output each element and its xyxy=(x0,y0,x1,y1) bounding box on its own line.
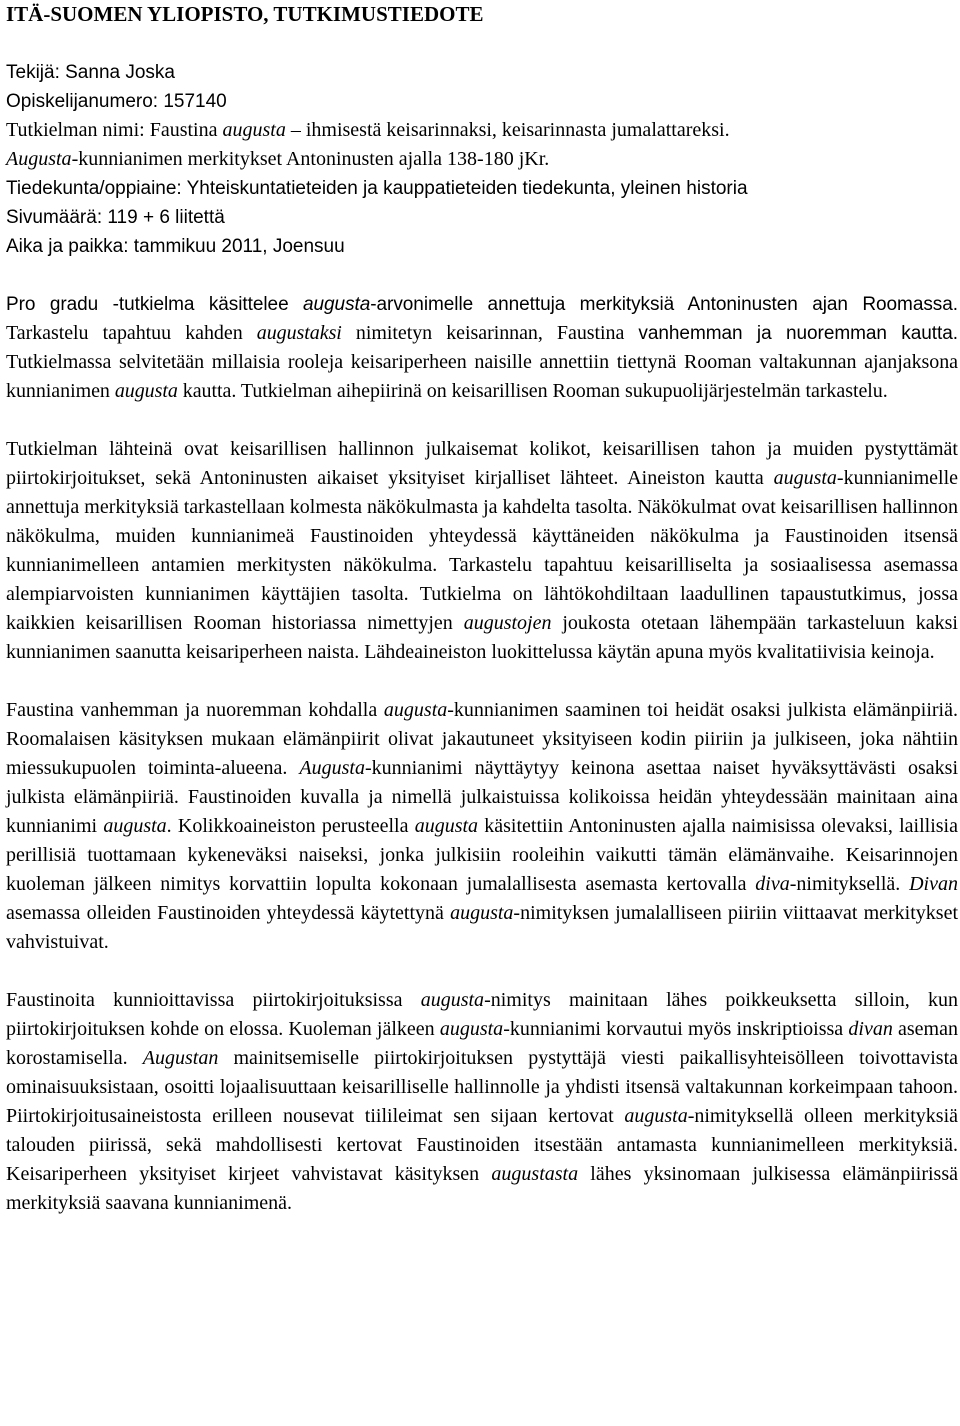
page-count-line: Sivumäärä: 119 + 6 liitettä xyxy=(6,207,225,228)
text-run: -kunnianimelle annettuja merkityksiä tarkastellaan kolmesta näkökulmasta ja kahdelta tasolta. Näkökulmat ovat keisarillisen hallinnon näkökulma, muiden kunnianimeä Faustinoiden yhteydessä käyttäneiden näkökulma ja Faustinoiden itsensä kunnianimelleen antamien merkitysten näkökulma. Tarkastelu tapahtuu keisarilliselta ja sosiaalisessa asemassa alempiarvoisten kunnianimen käyttäjien tasolta. Tutkielma on lähtökohdiltaan laadullinen tapaustutkimus, jossa kaikkien keisarillisen Rooman historiassa nimettyjen xyxy=(6,467,958,634)
text-run: asemassa olleiden Faustinoiden yhteydessä käytettynä xyxy=(6,902,451,924)
italic-term: augustasta xyxy=(491,1163,579,1185)
italic-term: Augustan xyxy=(142,1047,219,1069)
italic-term: augusta xyxy=(303,294,371,315)
text-run: vanhemman ja nuoremman kautta. xyxy=(638,323,958,344)
italic-term: augustojen xyxy=(463,612,552,634)
italic-term: augusta xyxy=(383,699,448,721)
text-run: mainitsemiselle piirtokirjoituksen pystyttäjä viesti paikallisyhteisölleen toivottavista ominaisuuksistaan, osoitti lojaalisuuttaan keisarilliselle hallinnolle ja yhdisti itsensä valtakunnan korkeimpaan tahoon. Piirtokirjoitusaineistosta erilleen nousevat tiilileimat sen sijaan kertovat xyxy=(6,1047,959,1127)
italic-term: divan xyxy=(848,1018,893,1040)
italic-term: augusta xyxy=(439,1018,504,1040)
text-run: -kunnianimen saaminen toi heidät osaksi julkista elämänpiiriä. Roomalaisen käsityksen mukaan elämänpiirit olivat jakautuneet yksityiseen kodin piiriin ja julkiseen, joka nähtiin miessukupuolen toiminta-alueena. xyxy=(6,699,958,779)
text-run: -kunnianimi korvautui myös inskriptioissa xyxy=(503,1018,849,1040)
text-run: -kunnianimi näyttäytyy keinona asettaa naiset hyväksyttävästi osaksi julkista elämänpiiriä. Faustinoiden kuvalla ja nimellä julkaistuissa kolikoissa heidän yhteydessään mainitaan aina kunnianimi xyxy=(6,757,959,837)
abstract-paragraph xyxy=(6,986,958,1218)
text-run: Tutkielmassa selvitetään millaisia rooleja keisariperheen naisille annettiin tiettynä Rooman valtakunnan ajanjaksona kunnianimen xyxy=(6,351,958,402)
text-run: joukosta otetaan lähempään tarkasteluun kaksi kunnianimen saanutta keisariperheen naista. Lähdeaineiston luokittelussa käytän apuna myös kvalitatiivisia keinoja. xyxy=(6,612,958,663)
abstract-paragraph xyxy=(6,696,958,957)
abstract-paragraph xyxy=(6,290,958,406)
text-run: Faustina vanhemman ja nuoremman kohdalla xyxy=(6,699,384,721)
italic-term: augusta xyxy=(222,119,286,141)
time-place-line: Aika ja paikka: tammikuu 2011, Joensuu xyxy=(6,236,345,257)
student-number-line: Opiskelijanumero: 157140 xyxy=(6,91,227,112)
text-run: Pro gradu -tutkielma käsittelee xyxy=(6,294,303,315)
italic-term: Augusta xyxy=(6,148,72,170)
text-run: -kunnianimen merkitykset Antoninusten ajalla 138-180 jKr. xyxy=(71,148,550,170)
italic-term: augusta xyxy=(420,989,485,1011)
text-run: -nimityksellä olleen merkityksiä talouden piirissä, sekä mahdollisesti kertovat Faustinoiden itsestään antamasta kunnianimelleen merkityksiä. Keisariperheen yksityiset kirjeet vahvistavat käsityksen xyxy=(6,1105,959,1185)
text-run: Tutkielman nimi: Faustina xyxy=(6,119,223,141)
italic-term: Augusta xyxy=(299,757,365,779)
text-run: Tarkastelu tapahtuu kahden xyxy=(6,322,257,344)
text-run: nimitetyn keisarinnan, Faustina xyxy=(341,322,639,344)
italic-term: diva xyxy=(755,873,790,895)
text-run: -nimityksellä. xyxy=(789,873,910,895)
thesis-info xyxy=(6,58,958,261)
italic-term: augusta xyxy=(624,1105,688,1127)
abstract-body xyxy=(6,290,958,1218)
text-run: Tutkielman lähteinä ovat keisarillisen hallinnon julkaisemat kolikot, keisarillisen tahon ja muiden pystyttämät piirtokirjoitukset, sekä Antoninusten aikaiset yksityiset kirjalliset lähteet. Aineiston kautta xyxy=(6,438,958,489)
author-line: Tekijä: Sanna Joska xyxy=(6,62,175,83)
italic-term: augusta xyxy=(773,467,837,489)
text-run: -nimitys mainitaan lähes poikkeuksetta silloin, kun piirtokirjoituksen kohde on elossa. Kuoleman jälkeen xyxy=(6,989,958,1040)
document-title: ITÄ-SUOMEN YLIOPISTO, TUTKIMUSTIEDOTE xyxy=(6,2,484,26)
italic-term: Divan xyxy=(909,873,958,895)
text-run: . Kolikkoaineiston perusteella xyxy=(166,815,415,837)
italic-term: augusta xyxy=(114,380,178,402)
text-run: -nimityksen jumalalliseen piiriin viittaavat merkitykset vahvistuivat. xyxy=(6,902,958,953)
italic-term: augusta xyxy=(103,815,167,837)
text-run: – ihmisestä keisarinnaksi, keisarinnasta jumalattareksi. xyxy=(285,119,730,141)
text-run: -arvonimelle annettuja merkityksiä Antoninusten ajan Roomassa. xyxy=(370,294,958,315)
thesis-title-line xyxy=(6,116,958,145)
italic-term: augusta xyxy=(414,815,479,837)
abstract-paragraph xyxy=(6,435,958,667)
italic-term: augusta xyxy=(450,902,514,924)
document-page xyxy=(6,0,958,1247)
faculty-line: Tiedekunta/oppiaine: Yhteiskuntatieteiden ja kauppatieteiden tiedekunta, yleinen historia xyxy=(6,178,748,199)
thesis-subtitle-line xyxy=(6,145,958,174)
italic-term: augustaksi xyxy=(256,322,342,344)
text-run: käsitettiin Antoninusten ajalla naimisissa olevaksi, laillisia perillisiä tuottamaan kykeneväksi naiseksi, jonka julkisiin rooleihin vaikutti tämän elämänvaihe. Keisarinnojen kuoleman jälkeen nimitys korvattiin lopulta kokonaan jumalallisesta asemasta kertovalla xyxy=(6,815,958,895)
text-run: Faustinoita kunnioittavissa piirtokirjoituksissa xyxy=(6,989,421,1011)
text-run: kautta. Tutkielman aihepiirinä on keisarillisen Rooman sukupuolijärjestelmän tarkastelu. xyxy=(177,380,888,402)
text-run: aseman korostamisella. xyxy=(6,1018,958,1069)
text-run: lähes yksinomaan julkisessa elämänpiirissä merkityksiä saavana kunnianimenä. xyxy=(6,1163,958,1214)
